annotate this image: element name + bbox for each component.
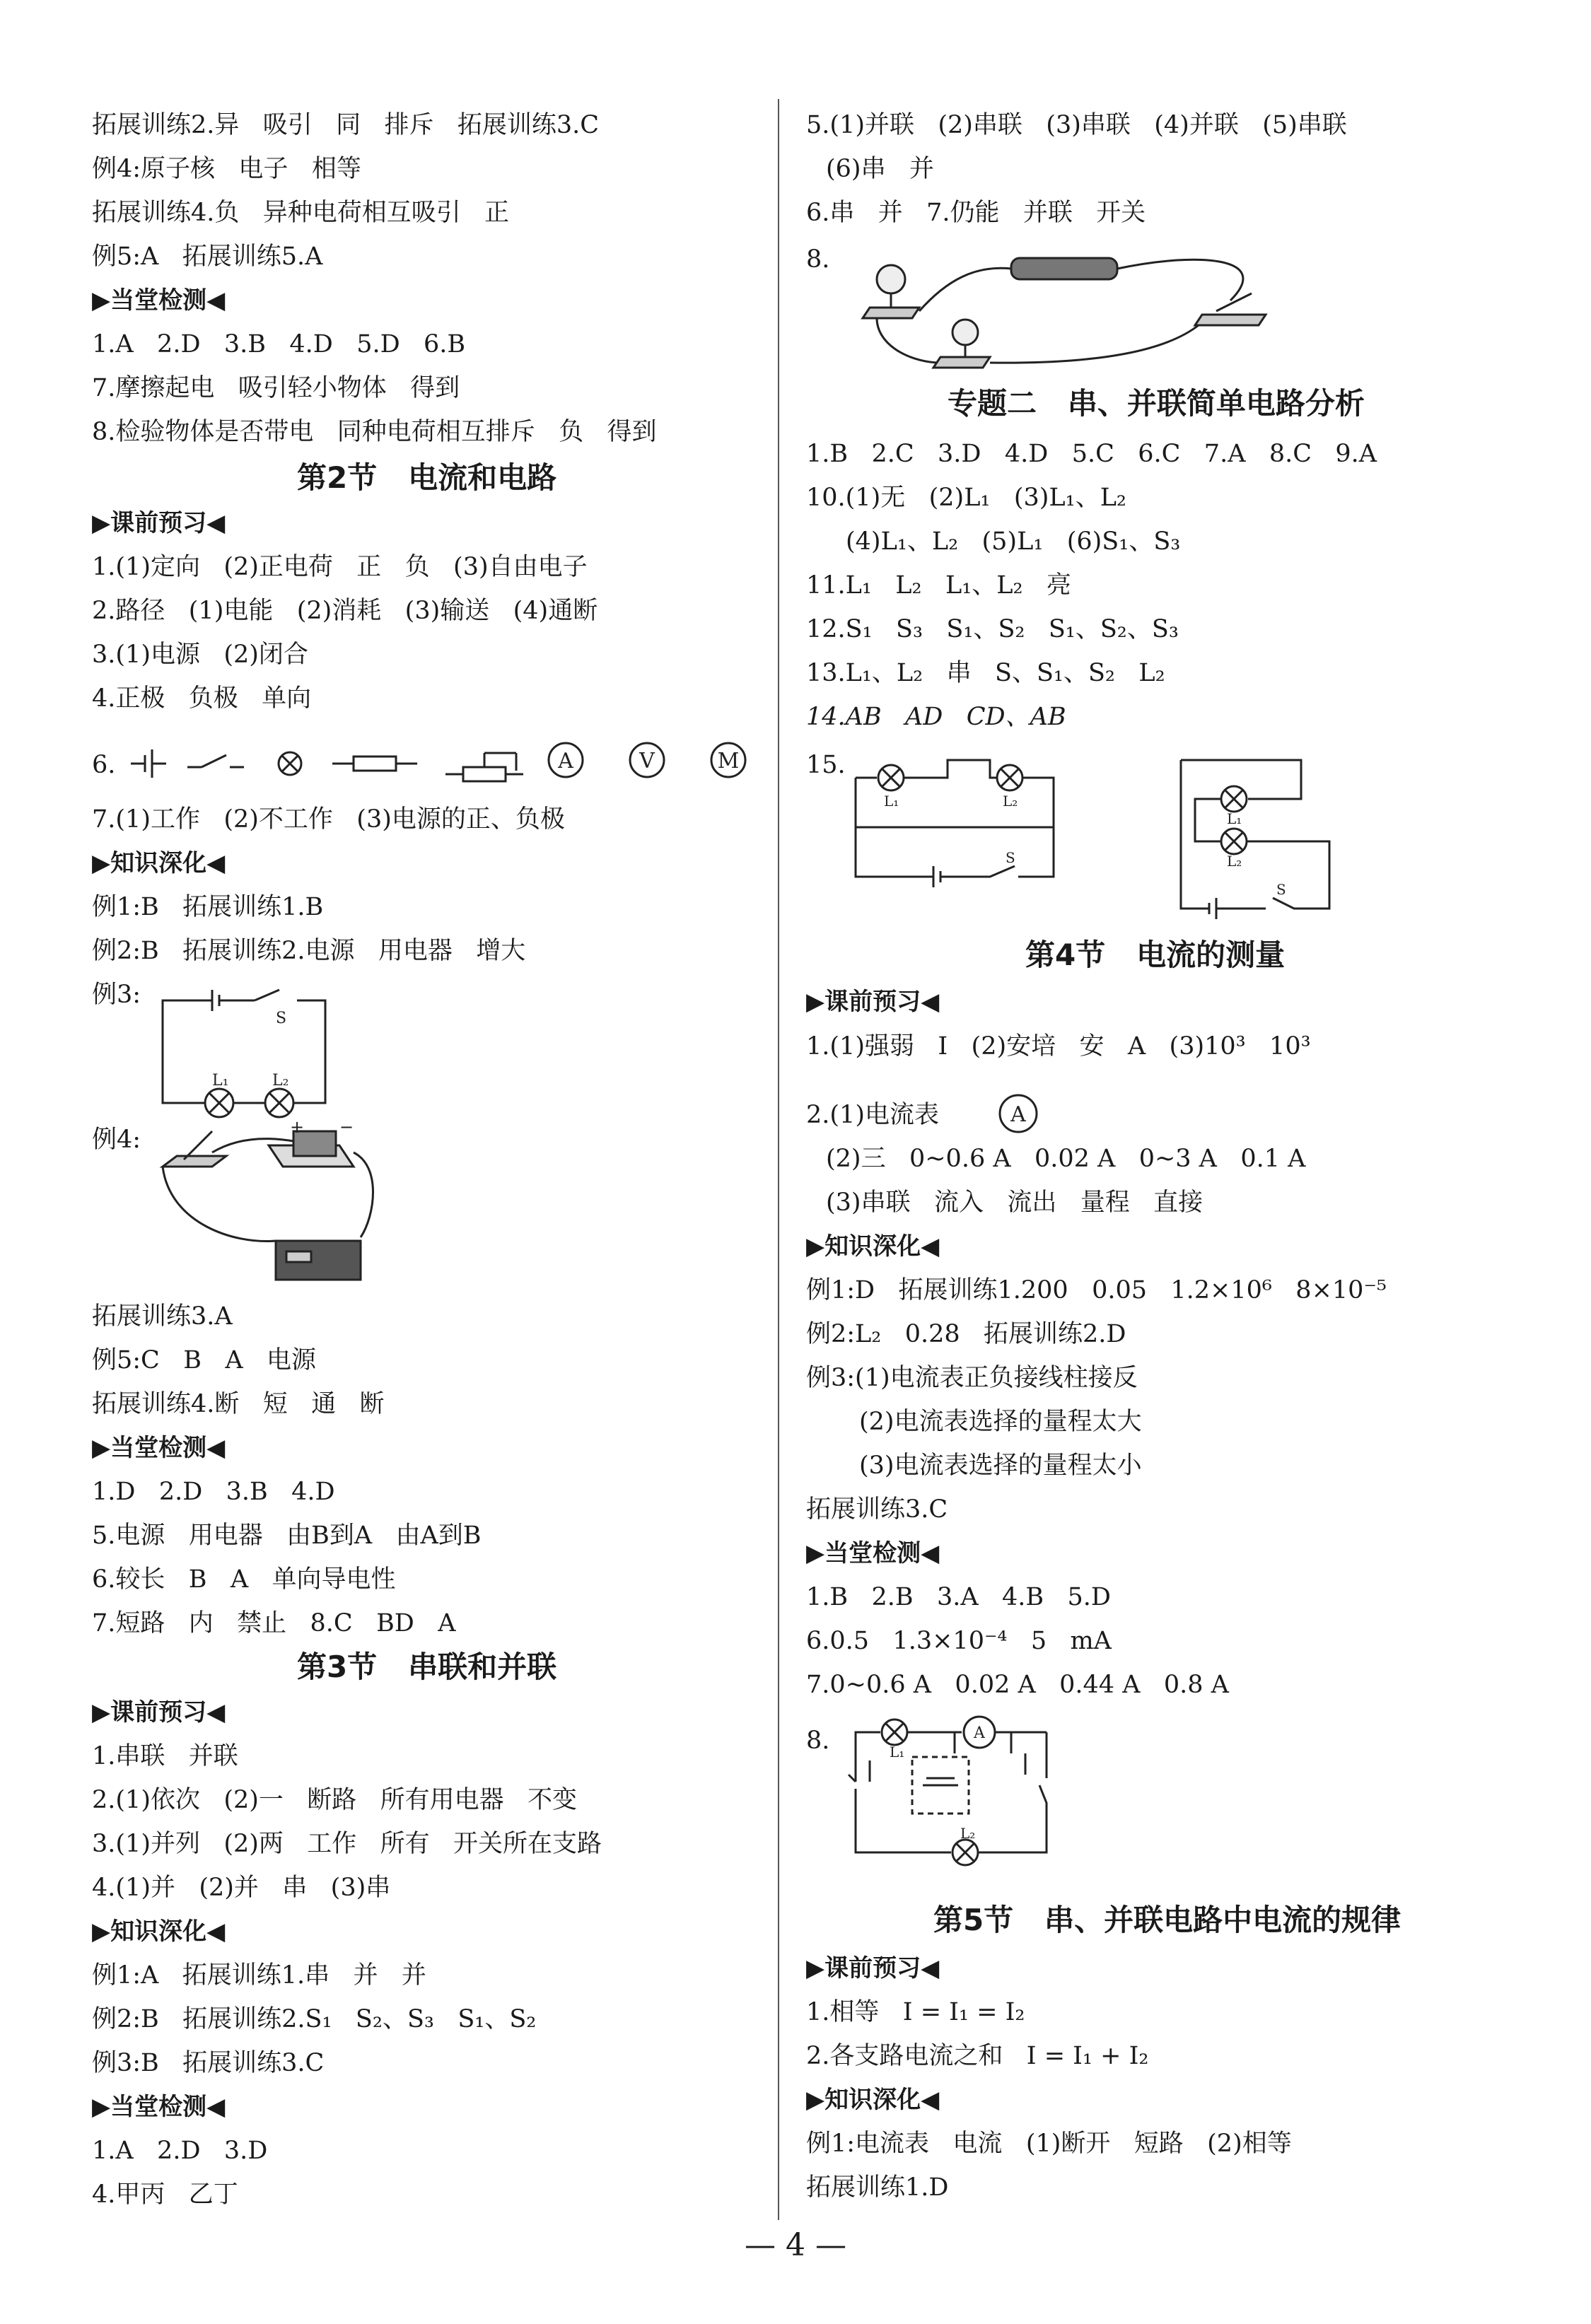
answer-line: 4.(1)并 (2)并 串 (3)串 (92, 1874, 391, 1902)
negative-terminal-label: − (339, 1117, 354, 1137)
answer-line: 例2:B 拓展训练2.S₁ S₂、S₃ S₁、S₂ (92, 2005, 537, 2033)
answer-line: 10.(1)无 (2)L₁ (3)L₁、L₂ (806, 484, 1126, 512)
answer-line: 例5:A 拓展训练5.A (92, 243, 323, 271)
answer-line: 例3: (92, 981, 141, 1009)
answer-line: 例4:原子核 电子 相等 (92, 155, 361, 183)
answer-line: 15. (806, 751, 846, 779)
answer-line: 6.串 并 7.仍能 并联 开关 (806, 199, 1146, 227)
positive-terminal-label: + (290, 1117, 305, 1137)
answer-line: 1.A 2.D 3.B 4.D 5.D 6.B (92, 330, 466, 358)
subsection-label: ▶课前预习◀ (806, 988, 940, 1016)
answer-line: 5.电源 用电器 由B到A 由A到B (92, 1522, 482, 1550)
section-heading: 第4节 电流的测量 (1025, 938, 1286, 972)
lamp-label: L₂ (1003, 793, 1018, 810)
answer-line: 14.AB AD CD、AB (806, 703, 1066, 731)
subsection-label: ▶课前预习◀ (806, 1954, 940, 1983)
answer-line: 6. (92, 751, 116, 779)
answer-line: 拓展训练2.异 吸引 同 排斥 拓展训练3.C (92, 111, 600, 139)
lamp-label: L₁ (212, 1072, 229, 1090)
section-heading: 第3节 串联和并联 (297, 1649, 557, 1684)
answer-line: 4.正极 负极 单向 (92, 684, 312, 713)
example4-physical-circuit (148, 1117, 544, 1287)
example3-circuit-diagram (148, 979, 431, 1121)
answer-line: (2)三 0~0.6 A 0.02 A 0~3 A 0.1 A (826, 1145, 1306, 1173)
answer-line: 2.各支路电流之和 I = I₁ + I₂ (806, 2042, 1149, 2070)
answer-line: 例1:A 拓展训练1.串 并 并 (92, 1961, 426, 1990)
answer-line: 7.短路 内 禁止 8.C BD A (92, 1609, 456, 1637)
answer-line: 1.(1)定向 (2)正电荷 正 负 (3)自由电子 (92, 553, 588, 581)
lamp-label: L₁ (890, 1744, 905, 1760)
answer-line: 3.(1)电源 (2)闭合 (92, 641, 308, 669)
answer-line: 2.(1)依次 (2)一 断路 所有用电器 不变 (92, 1786, 578, 1814)
answer-line: 例4: (92, 1126, 141, 1154)
motor-symbol-label: M (717, 749, 740, 773)
answer-line: 1.串联 并联 (92, 1742, 238, 1770)
answer-line: 1.D 2.D 3.B 4.D (92, 1478, 335, 1506)
ammeter-symbol-label: A (1010, 1102, 1026, 1127)
answer-line: 2.路径 (1)电能 (2)消耗 (3)输送 (4)通断 (92, 597, 598, 625)
page-number: — 4 — (745, 2227, 846, 2263)
answer-line: (3)串联 流入 流出 量程 直接 (826, 1189, 1204, 1217)
question8-physical-circuit (834, 237, 1287, 371)
answer-line: 例2:L₂ 0.28 拓展训练2.D (806, 1320, 1126, 1348)
answer-line: 拓展训练1.D (806, 2173, 949, 2202)
answer-line: 例1:电流表 电流 (1)断开 短路 (2)相等 (806, 2130, 1292, 2158)
question8-circuit-diagram (841, 1711, 1082, 1895)
lamp-label: L₁ (884, 793, 899, 810)
subsection-label: ▶知识深化◀ (92, 849, 226, 877)
answer-line: 7.0~0.6 A 0.02 A 0.44 A 0.8 A (806, 1671, 1229, 1699)
question15-circuit-diagram-b (1167, 749, 1351, 926)
answer-line: 2.(1)电流表 (806, 1101, 939, 1129)
section-heading: 第2节 电流和电路 (297, 460, 557, 495)
circuit-symbols-figure (131, 735, 753, 792)
answer-line: 3.(1)并列 (2)两 工作 所有 开关所在支路 (92, 1830, 602, 1858)
ammeter-label: A (974, 1724, 985, 1742)
answer-line: 12.S₁ S₃ S₁、S₂ S₁、S₂、S₃ (806, 615, 1179, 643)
answer-line: 例5:C B A 电源 (92, 1346, 316, 1374)
ammeter-symbol (993, 1089, 1043, 1138)
question15-circuit-diagram-a (849, 749, 1089, 905)
answer-line: 例2:B 拓展训练2.电源 用电器 增大 (92, 937, 526, 965)
answer-line: 8. (806, 245, 830, 274)
answer-line: 拓展训练3.A (92, 1302, 233, 1331)
answer-line: 5.(1)并联 (2)串联 (3)串联 (4)并联 (5)串联 (806, 111, 1347, 139)
answer-line: 6.0.5 1.3×10⁻⁴ 5 mA (806, 1627, 1112, 1655)
answer-line: 7.(1)工作 (2)不工作 (3)电源的正、负极 (92, 805, 565, 834)
subsection-label: ▶当堂检测◀ (806, 1539, 940, 1567)
answer-line: 1.B 2.C 3.D 4.D 5.C 6.C 7.A 8.C 9.A (806, 440, 1377, 468)
subsection-label: ▶知识深化◀ (806, 2086, 940, 2114)
answer-line: (6)串 并 (826, 155, 934, 183)
answer-line: 1.A 2.D 3.D (92, 2137, 268, 2165)
lamp-label: L₁ (1227, 810, 1242, 827)
answer-line: 13.L₁、L₂ 串 S、S₁、S₂ L₂ (806, 659, 1165, 687)
subsection-label: ▶当堂检测◀ (92, 286, 226, 315)
section-heading: 第5节 串、并联电路中电流的规律 (933, 1903, 1401, 1937)
column-divider (778, 99, 779, 2220)
answer-line: 11.L₁ L₂ L₁、L₂ 亮 (806, 571, 1071, 600)
answer-line: 1.(1)强弱 I (2)安培 安 A (3)10³ 10³ (806, 1032, 1311, 1061)
answer-line: 例3:(1)电流表正负接线柱接反 (806, 1364, 1138, 1392)
answer-line: (4)L₁、L₂ (5)L₁ (6)S₁、S₃ (846, 527, 1181, 556)
lamp-label: L₂ (1227, 853, 1242, 870)
voltmeter-symbol-label: V (639, 749, 655, 773)
answer-line: 拓展训练3.C (806, 1495, 948, 1524)
subsection-label: ▶课前预习◀ (92, 509, 226, 537)
answer-line: 8. (806, 1727, 830, 1755)
subsection-label: ▶当堂检测◀ (92, 1434, 226, 1462)
subsection-label: ▶当堂检测◀ (92, 2093, 226, 2121)
subsection-label: ▶知识深化◀ (806, 1232, 940, 1261)
answer-line: 1.B 2.B 3.A 4.B 5.D (806, 1583, 1111, 1611)
answer-line: 例1:B 拓展训练1.B (92, 893, 324, 921)
answer-line: 4.甲丙 乙丁 (92, 2180, 238, 2209)
switch-label: S (276, 1010, 287, 1027)
answer-line: 例3:B 拓展训练3.C (92, 2049, 325, 2077)
ammeter-symbol-label: A (558, 749, 573, 773)
answer-line: 拓展训练4.断 短 通 断 (92, 1390, 385, 1418)
answer-line: 7.摩擦起电 吸引轻小物体 得到 (92, 374, 460, 402)
lamp-label: L₂ (272, 1072, 289, 1090)
switch-label: S (1276, 881, 1286, 898)
lamp-label: L₂ (960, 1825, 976, 1842)
subsection-label: ▶知识深化◀ (92, 1917, 226, 1946)
subsection-label: ▶课前预习◀ (92, 1698, 226, 1727)
answer-line: (3)电流表选择的量程太小 (859, 1452, 1142, 1480)
section-heading: 专题二 串、并联简单电路分析 (948, 386, 1365, 421)
answer-line: 例1:D 拓展训练1.200 0.05 1.2×10⁶ 8×10⁻⁵ (806, 1276, 1387, 1304)
answer-line: (2)电流表选择的量程太大 (859, 1408, 1142, 1436)
switch-label: S (1006, 849, 1015, 866)
answer-line: 8.检验物体是否带电 同种电荷相互排斥 负 得到 (92, 418, 657, 446)
answer-line: 1.相等 I = I₁ = I₂ (806, 1998, 1025, 2026)
answer-line: 拓展训练4.负 异种电荷相互吸引 正 (92, 199, 510, 227)
answer-line: 6.较长 B A 单向导电性 (92, 1565, 396, 1594)
